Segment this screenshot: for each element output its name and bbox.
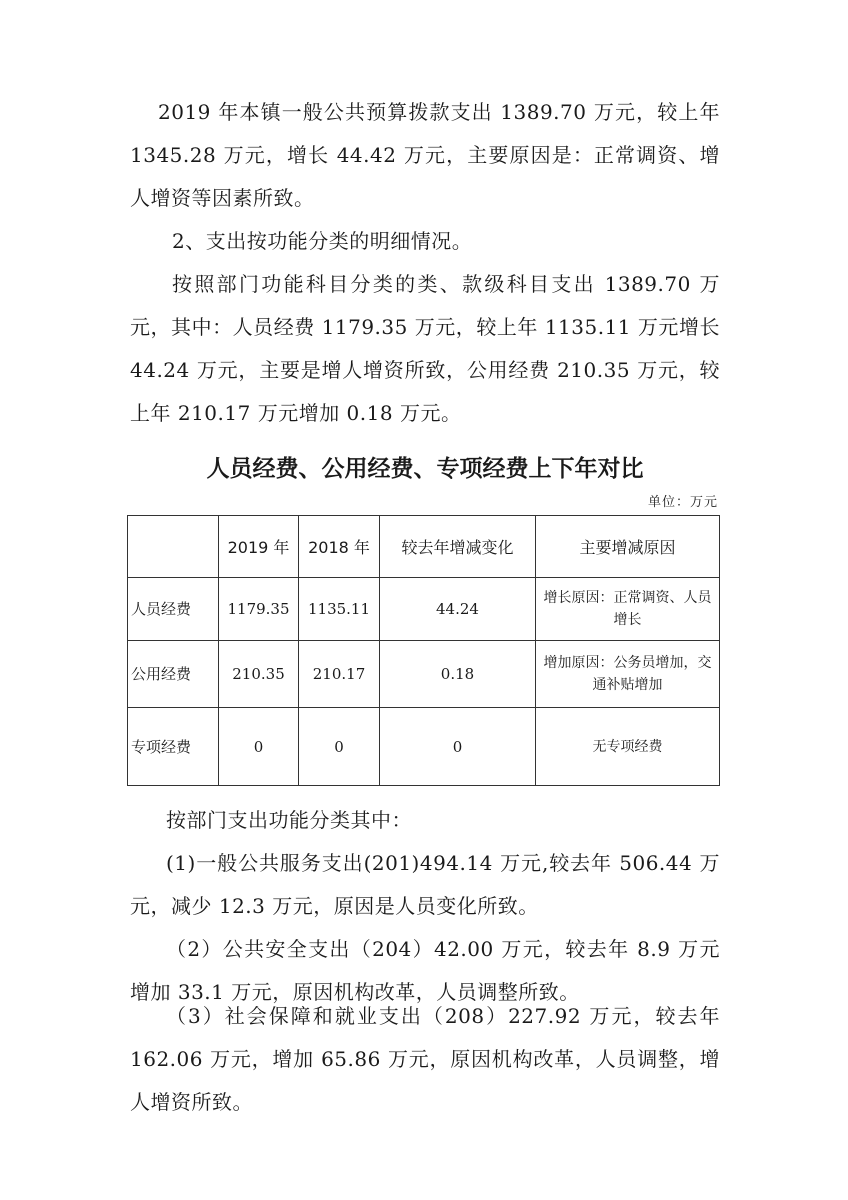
cell-reason: 增长原因：正常调资、人员增长 — [536, 578, 720, 641]
row-label: 专项经费 — [128, 708, 219, 786]
paragraph-item-208: （3）社会保障和就业支出（208）227.92 万元，较去年 162.06 万元，增加 65.86 万元，原因机构改革，人员调整，增人增资所致。 — [130, 1004, 720, 1114]
table-header-row — [128, 516, 720, 578]
header-cell-reason: 主要增减原因 — [536, 516, 720, 578]
paragraph-function-classification: 按照部门功能科目分类的类、款级科目支出 1389.70 万元，其中：人员经费 1179.35 万元，较上年 1135.11 万元增长 44.24 万元，主要是增人增资所致，公用经费 210.35 万元，较上年 210.17 万元增加 0.18 万元。 — [130, 272, 720, 425]
header-cell-change: 较去年增减变化 — [380, 516, 536, 578]
paragraph-item-201: (1)一般公共服务支出(201)494.14 万元,较去年 506.44 万元，减少 12.3 万元，原因是人员变化所致。 — [130, 851, 720, 918]
cell-2019: 0 — [219, 708, 299, 786]
cell-change: 44.24 — [380, 578, 536, 641]
expense-comparison-table — [127, 515, 720, 786]
paragraph-section-heading: 2、支出按功能分类的明细情况。 — [172, 229, 473, 253]
header-cell-empty — [128, 516, 219, 578]
paragraph-function-intro: 按部门支出功能分类其中： — [166, 808, 412, 832]
header-cell-2019: 2019 年 — [219, 516, 299, 578]
cell-change: 0.18 — [380, 641, 536, 708]
table-row — [128, 641, 720, 708]
row-label: 人员经费 — [128, 578, 219, 641]
paragraph-budget-summary: 2019 年本镇一般公共预算拨款支出 1389.70 万元，较上年 1345.28 万元，增长 44.42 万元，主要原因是：正常调资、增人增资等因素所致。 — [130, 100, 720, 210]
paragraph-item-204: （2）公共安全支出（204）42.00 万元，较去年 8.9 万元增加 33.1 万元，原因机构改革，人员调整所致。 — [130, 937, 720, 1004]
cell-2019: 1179.35 — [219, 578, 299, 641]
table-row — [128, 708, 720, 786]
table-row — [128, 578, 720, 641]
cell-2018: 0 — [299, 708, 380, 786]
cell-2019: 210.35 — [219, 641, 299, 708]
header-cell-2018: 2018 年 — [299, 516, 380, 578]
cell-2018: 210.17 — [299, 641, 380, 708]
cell-2018: 1135.11 — [299, 578, 380, 641]
table-unit: 单位：万元 — [647, 495, 718, 510]
cell-change: 0 — [380, 708, 536, 786]
row-label: 公用经费 — [128, 641, 219, 708]
cell-reason: 无专项经费 — [536, 708, 720, 786]
table-title: 人员经费、公用经费、专项经费上下年对比 — [206, 456, 644, 482]
cell-reason: 增加原因：公务员增加，交通补贴增加 — [536, 641, 720, 708]
